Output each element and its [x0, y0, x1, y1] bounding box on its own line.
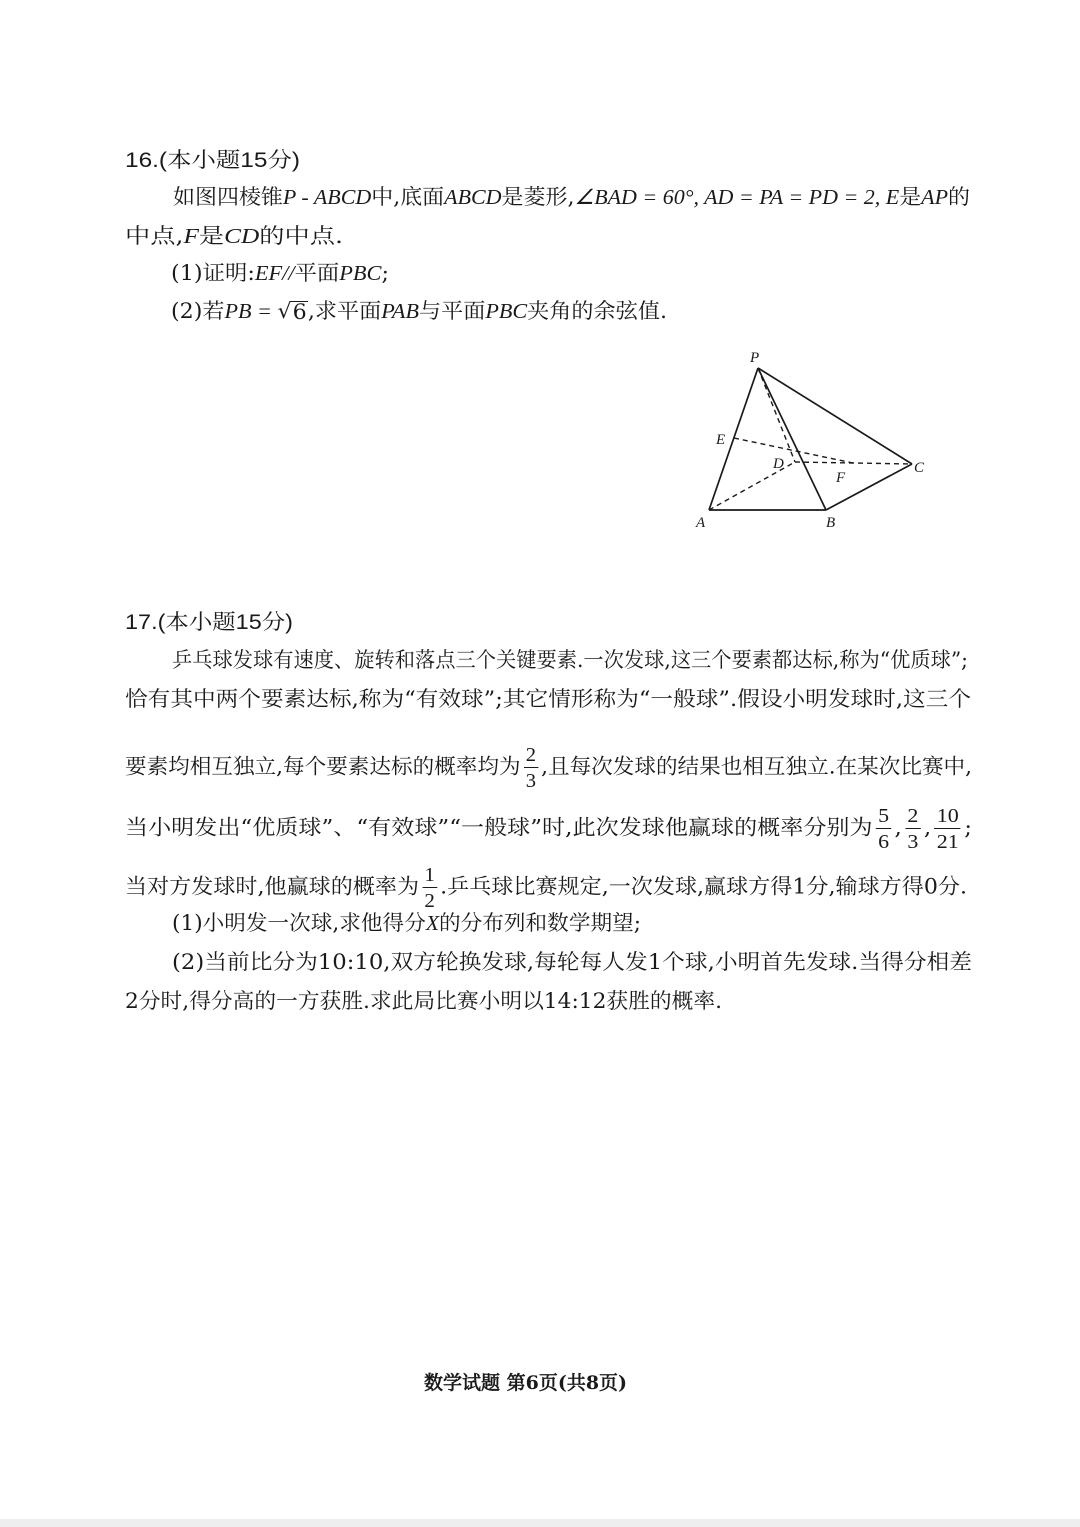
q16-part2: (2)若PB = √ 6 ,求平面PAB与平面PBC夹角的余弦值. — [171, 299, 667, 324]
label-P: P — [750, 350, 760, 366]
q17-title: 17.(本小题15分) — [125, 611, 293, 634]
label-C: C — [914, 460, 925, 476]
q17-line2: 恰有其中两个要素达标,称为“有效球”;其它情形称为“一般球”.假设小明发球时,这三个 — [125, 687, 972, 711]
q17-line5: 当对方发球时,他赢球的概率为 $\frac{1}{2}$ .乒乓球比赛规定,一次发球,赢球方得1分,输球方得0分. — [125, 864, 968, 912]
label-F: F — [836, 470, 846, 486]
q16-line2: 中点,F是CD的中点. — [125, 224, 343, 248]
scan-bottom-edge — [0, 1519, 1080, 1527]
fraction-5-6: $\frac{5}{6}$ — [876, 806, 891, 852]
q16-title: 16.(本小题15分) — [125, 149, 300, 172]
q17-line1: 乒乓球发球有速度、旋转和落点三个关键要素.一次发球,这三个要素都达标,称为“优质球”; — [172, 648, 968, 672]
label-A: A — [696, 515, 706, 531]
q17-line3: 要素均相互独立,每个要素达标的概率均为 $\frac{2}{3}$ ,且每次发球的结果也相互独立.在某次比赛中, — [125, 744, 972, 792]
q16-line1: 如图四棱锥P - ABCD中,底面ABCD是菱形,∠BAD = 60°, AD = PA = PD = 2, E是AP的 — [173, 185, 971, 209]
fraction-10-21: $\frac{10}{21}$ — [935, 806, 961, 852]
sqrt-6: √ 6 — [277, 299, 307, 324]
q17-part2-line2: 2分时,得分高的一方获胜.求此局比赛小明以14:12获胜的概率. — [125, 989, 722, 1013]
q17-part1: (1)小明发一次球,求他得分X的分布列和数学期望; — [172, 911, 641, 935]
fraction-1-2: $\frac{1}{2}$ — [422, 865, 437, 911]
page-footer: 数学试题 第6页(共8页) — [424, 1372, 628, 1394]
hidden-edge-PD — [758, 368, 795, 462]
q16-part1: (1)证明:EF//平面PBC; — [171, 261, 389, 285]
label-B: B — [826, 515, 836, 531]
fraction-2-3: $\frac{2}{3}$ — [524, 745, 538, 791]
label-E: E — [716, 432, 726, 448]
q17-part2-line1: (2)当前比分为10:10,双方轮换发球,每轮每人发1个球,小明首先发球.当得分相差 — [172, 950, 972, 974]
fraction-2-3-b: $\frac{2}{3}$ — [905, 806, 920, 852]
label-D: D — [773, 456, 784, 472]
q17-line4: 当小明发出“优质球”、“有效球”“一般球”时,此次发球他赢球的概率分别为 $\frac{5}{6}$ , $\frac{2}{3}$ , $\frac{10}{21}$ ; — [125, 805, 972, 853]
hidden-edge-DC — [795, 462, 912, 464]
pyramid-figure — [690, 340, 940, 540]
